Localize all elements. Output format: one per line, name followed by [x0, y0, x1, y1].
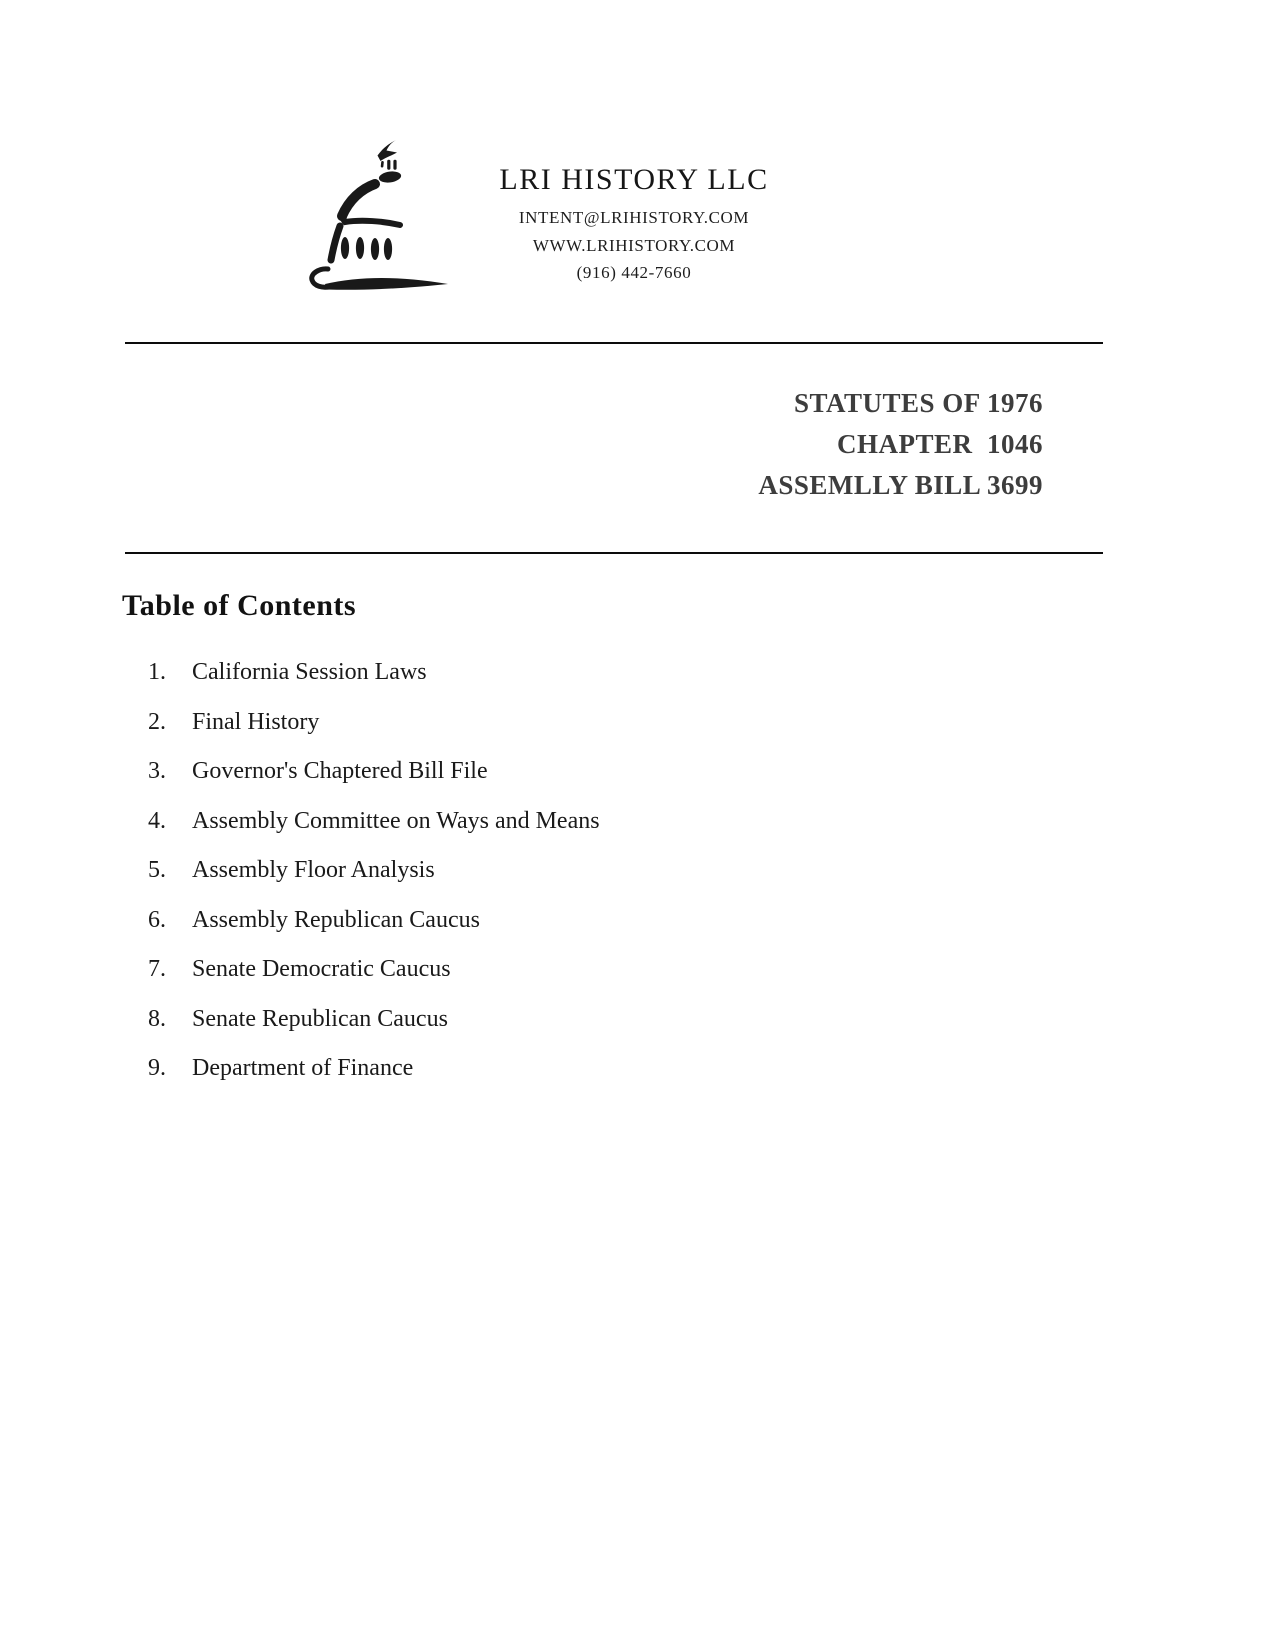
toc-item-label: Senate Republican Caucus: [192, 1005, 448, 1032]
toc-item: [148, 648, 600, 698]
toc-item-number: 8.: [148, 1005, 166, 1032]
toc-item-number: 2.: [148, 708, 166, 735]
toc-item: [148, 945, 600, 995]
toc-item-number: 5.: [148, 857, 166, 883]
toc-item: [148, 995, 600, 1045]
toc-item-label: Senate Democratic Caucus: [192, 956, 451, 982]
bottom-divider-line: [125, 552, 1103, 554]
company-email: INTENT@LRIHISTORY.COM: [518, 208, 750, 227]
chapter-line: CHAPTER 1046: [836, 429, 1043, 459]
bill-line: ASSEMLLY BILL 3699: [758, 470, 1043, 500]
company-name: LRI HISTORY LLC: [499, 163, 769, 196]
toc-item-number: 1.: [148, 659, 166, 685]
statute-reference-block: [758, 383, 1043, 506]
toc-item-label: Assembly Committee on Ways and Means: [192, 807, 600, 834]
toc-item-number: 4.: [148, 807, 166, 834]
toc-item-label: Governor's Chaptered Bill File: [192, 758, 488, 784]
toc-item-label: Department of Finance: [192, 1055, 414, 1081]
toc-item: [148, 698, 600, 748]
toc-item-label: Assembly Republican Caucus: [192, 906, 480, 933]
toc-item: [148, 747, 600, 797]
toc-item-number: 3.: [148, 758, 166, 784]
toc-item-number: 7.: [148, 956, 166, 982]
toc-item-number: 9.: [148, 1055, 166, 1081]
company-website: WWW.LRIHISTORY.COM: [532, 235, 736, 255]
toc-item: [148, 1044, 600, 1094]
toc-item-number: 6.: [148, 906, 166, 933]
toc-item-label: Final History: [192, 708, 320, 735]
toc-title: Table of Contents: [122, 589, 357, 622]
toc-item: [148, 846, 600, 896]
toc-item: [148, 896, 600, 946]
statutes-line: STATUTES OF 1976: [793, 388, 1043, 418]
top-divider-line: [125, 342, 1103, 344]
toc-item-label: California Session Laws: [192, 659, 427, 685]
toc-item-label: Assembly Floor Analysis: [192, 857, 435, 883]
toc-item: [148, 797, 600, 847]
toc-list: [148, 648, 600, 1094]
company-phone: (916) 442-7660: [576, 263, 692, 282]
letterhead: [431, 162, 837, 287]
